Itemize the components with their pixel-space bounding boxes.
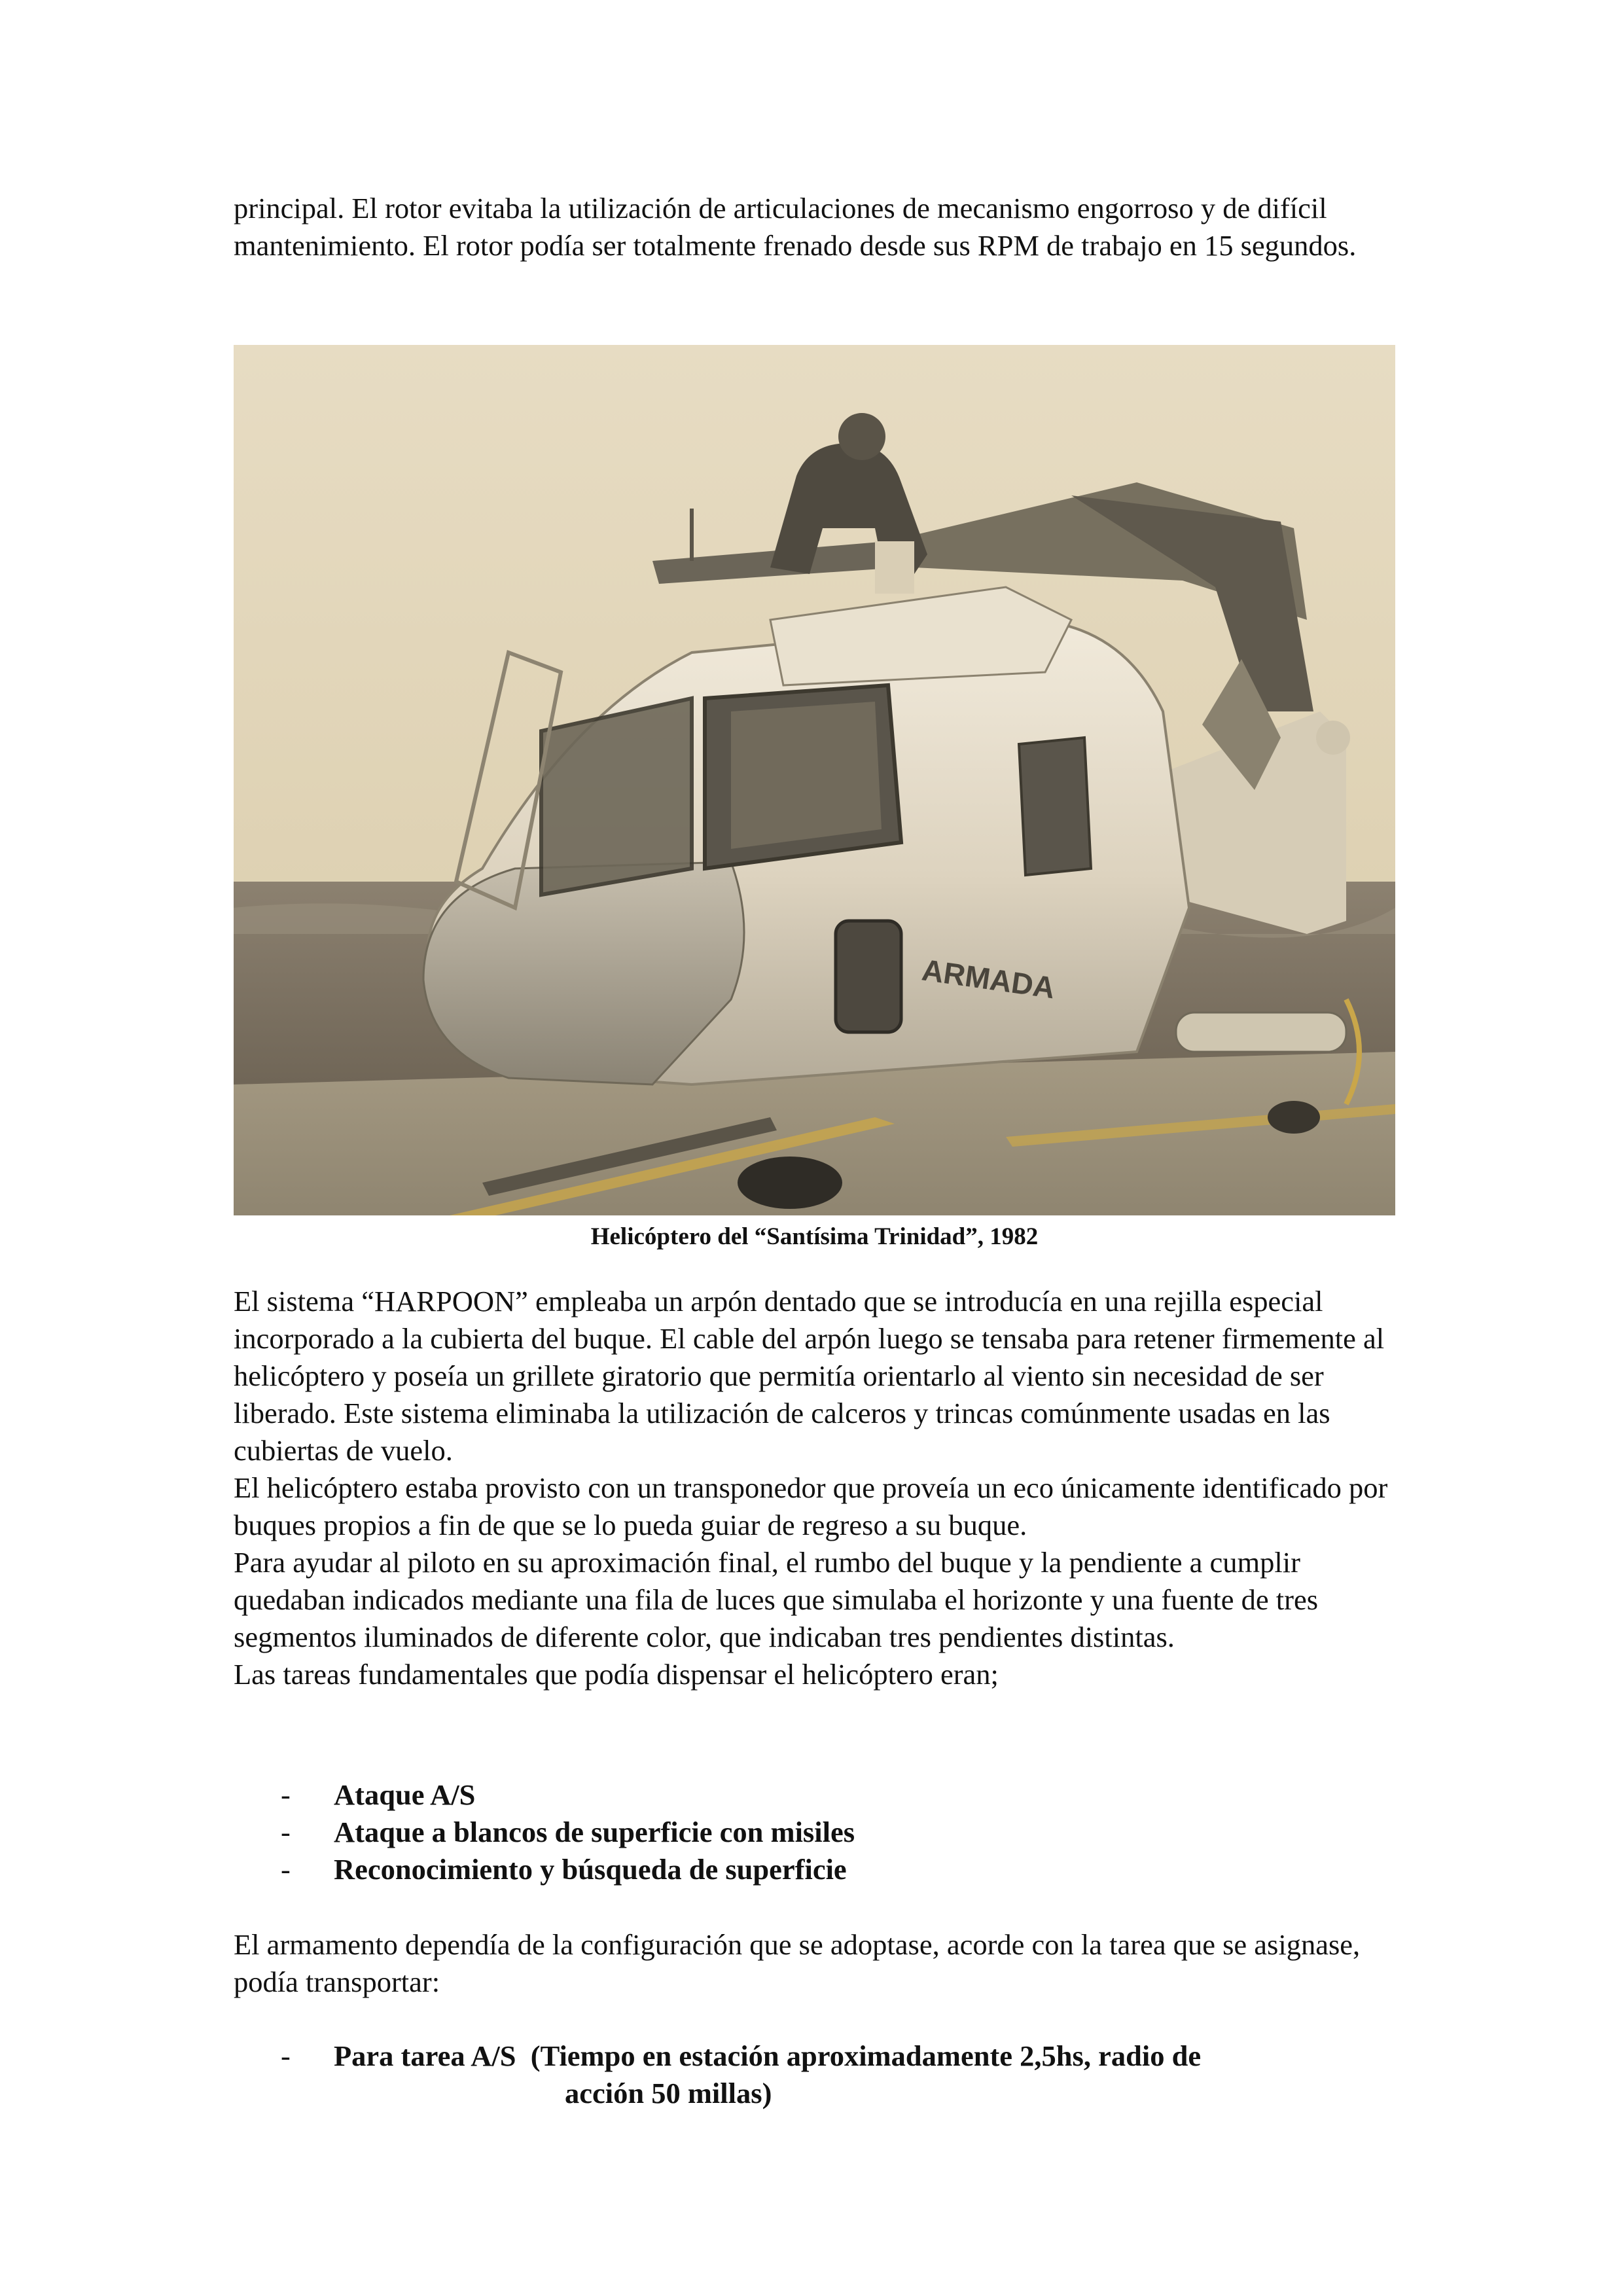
paragraph-text: principal. El rotor evitaba la utilización de articulaciones de mecanismo engorroso y de difícil mantenimiento. El rotor podía ser totalmente frenado desde sus RPM de trabajo en 15 segundos. [234, 192, 1357, 262]
list-item-continuation: acción 50 millas) [565, 2077, 772, 2109]
list-marker: - [281, 2039, 291, 2072]
paragraph-text: El armamento dependía de la configuración que se adoptase, acorde con la tarea que se asignase, podía transportar: [234, 1928, 1361, 1998]
helicopter-photo [234, 345, 1395, 1215]
list-marker: - [281, 1816, 291, 1848]
list-item-text: Ataque a blancos de superficie con misiles [334, 1816, 855, 1848]
tasks-list [234, 1776, 1395, 1888]
list-item-text: Ataque A/S [334, 1778, 476, 1811]
list-marker: - [281, 1853, 291, 1886]
paragraph-text: El sistema “HARPOON” empleaba un arpón dentado que se introducía en una rejilla especial incorporado a la cubierta del buque. El cable del arpón luego se tensaba para retener firmemente al helicóptero y poseía un grillete giratorio que permitía orientarlo al viento sin necesidad de ser liberado. Este sistema eliminaba la utilización de calceros y trincas comúnmente usadas en las cubiertas de vuelo. [234, 1285, 1385, 1467]
paragraph-harpoon [234, 1283, 1395, 1693]
list-marker: - [281, 1778, 291, 1811]
list-item [234, 1776, 1395, 1814]
list-item-text: Para tarea A/S (Tiempo en estación aproximadamente 2,5hs, radio de [334, 2039, 1202, 2072]
paragraph-intro [234, 190, 1395, 264]
photo-caption: Helicóptero del “Santísima Trinidad”, 1982 [590, 1223, 1039, 1250]
paragraph-text: Para ayudar al piloto en su aproximación final, el rumbo del buque y la pendiente a cumplir quedaban indicados mediante una fila de luces que simulaba el horizonte y una fuente de tres segmentos iluminados de diferente color, que indicaban tres pendientes distintas. [234, 1546, 1319, 1653]
svg-text:ARMADA: ARMADA [919, 952, 1058, 1005]
list-item [234, 1851, 1395, 1888]
helicopter-photo-icon [234, 345, 1395, 1215]
list-item-text: Reconocimiento y búsqueda de superficie [334, 1853, 847, 1886]
list-item [234, 2037, 1395, 2112]
paragraph-text: El helicóptero estaba provisto con un transponedor que proveía un eco únicamente identificado por buques propios a fin de que se lo pueda guiar de regreso a su buque. [234, 1471, 1388, 1541]
armament-list [234, 2037, 1395, 2112]
list-item [234, 1814, 1395, 1851]
paragraph-armament [234, 1926, 1395, 2001]
paragraph-text: Las tareas fundamentales que podía dispensar el helicóptero eran; [234, 1658, 999, 1691]
